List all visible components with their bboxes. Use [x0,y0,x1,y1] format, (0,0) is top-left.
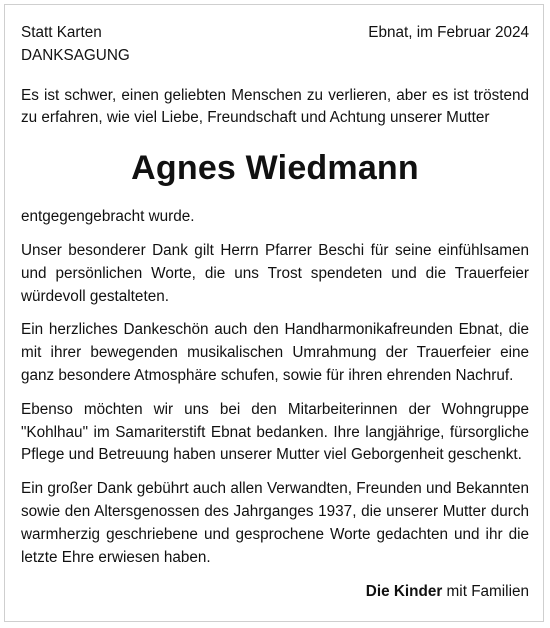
signature-rest: mit Familien [442,583,529,601]
after-name-text: entgegengebracht wurde. [21,208,195,226]
obituary-notice [21,22,529,604]
thanks-paragraph-care: Ebenso möchten wir uns bei den Mitarbeiterinnen der Wohngruppe "Kohlhau" im Samariterstift Ebnat bedanken. Ihre langjährige, fürsorgliche Pflege und Betreuung haben unserer Mutter viel Geborgenheit geschenkt. [21,400,529,464]
signature [21,581,529,604]
notice-header-left [21,22,130,68]
danksagung-label: DANKSAGUNG [21,46,130,64]
notice-header [21,22,529,68]
deceased-name: Agnes Wiedmann [131,149,419,188]
statt-karten-label: Statt Karten [21,24,102,41]
thanks-paragraph-pastor: Unser besonderer Dank gilt Herrn Pfarrer Beschi für seine einfühlsamen und persönlichen Worte, die uns Trost spendeten und die Trauerfeier würdevoll gestalteten. [21,241,529,305]
place-date: Ebnat, im Februar 2024 [368,24,529,41]
signature-bold: Die Kinder [365,583,443,601]
intro-text: Es ist schwer, einen geliebten Menschen zu verlieren, aber es ist tröstend zu erfahren, wie viel Liebe, Freundschaft und Achtung unserer Mutter [21,86,529,127]
thanks-paragraph-relatives: Ein großer Dank gebührt auch allen Verwandten, Freunden und Bekannten sowie den Altersgenossen des Jahrganges 1937, die unserer Mutter durch warmherzig geschriebene und gesprochene Worte gedachten und ihr die letzte Ehre erwiesen haben. [21,480,529,566]
thanks-paragraph-music: Ein herzliches Dankeschön auch den Handharmonikafreunden Ebnat, die mit ihrer bewegenden musikalischen Umrahmung der Trauerfeier eine ganz besondere Atmosphäre schufen, sowie für ihren ehrenden Nachruf. [21,321,529,384]
